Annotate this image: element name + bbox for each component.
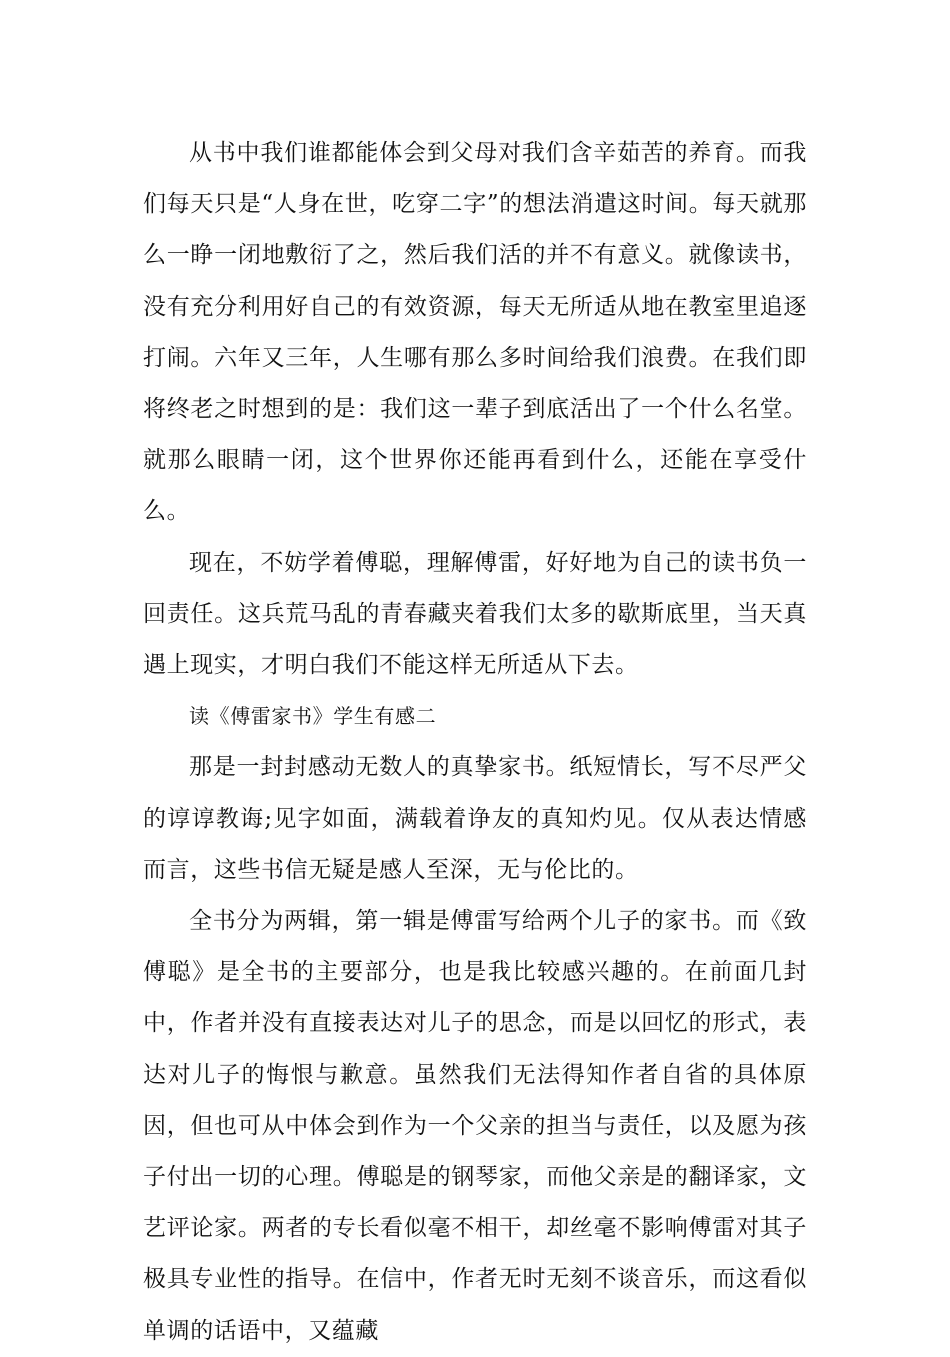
paragraph-3: 那是一封封感动无数人的真挚家书。纸短情长，写不尽严父的谆谆教诲;见字如面，满载着诤友的真知灼见。仅从表达情感而言，这些书信无疑是感人至深，无与伦比的。 [143,754,807,883]
paragraph-2: 现在，不妨学着傅聪，理解傅雷，好好地为自己的读书负一回责任。这兵荒马乱的青春藏夹着我们太多的歇斯底里，当天真遇上现实，才明白我们不能这样无所适从下去。 [143,549,807,679]
section-heading: 读《傅雷家书》学生有感二 [189,704,437,729]
document-body [143,128,807,1357]
paragraph-1: 从书中我们谁都能体会到父母对我们含辛茹苦的养育。而我们每天只是“人身在世，吃穿二字”的想法消遣这时间。每天就那么一睁一闭地敷衍了之，然后我们活的并不有意义。就像读书，没有充分利用好自己的有效资源，每天无所适从地在教室里追逐打闹。六年又三年，人生哪有那么多时间给我们浪费。在我们即将终老之时想到的是：我们这一辈子到底活出了一个什么名堂。就那么眼睛一闭，这个世界你还能再看到什么，还能在享受什么。 [143,140,807,525]
paragraph-4: 全书分为两辑，第一辑是傅雷写给两个儿子的家书。而《致傅聪》是全书的主要部分，也是我比较感兴趣的。在前面几封中，作者并没有直接表达对儿子的思念，而是以回忆的形式，表达对儿子的悔恨与歉意。虽然我们无法得知作者自省的具体原因，但也可从中体会到作为一个父亲的担当与责任，以及愿为孩子付出一切的心理。傅聪是的钢琴家，而他父亲是的翻译家，文艺评论家。两者的专长看似毫不相干，却丝毫不影响傅雷对其子极具专业性的指导。在信中，作者无时无刻不谈音乐，而这看似单调的话语中，又蕴藏 [143,908,807,1344]
